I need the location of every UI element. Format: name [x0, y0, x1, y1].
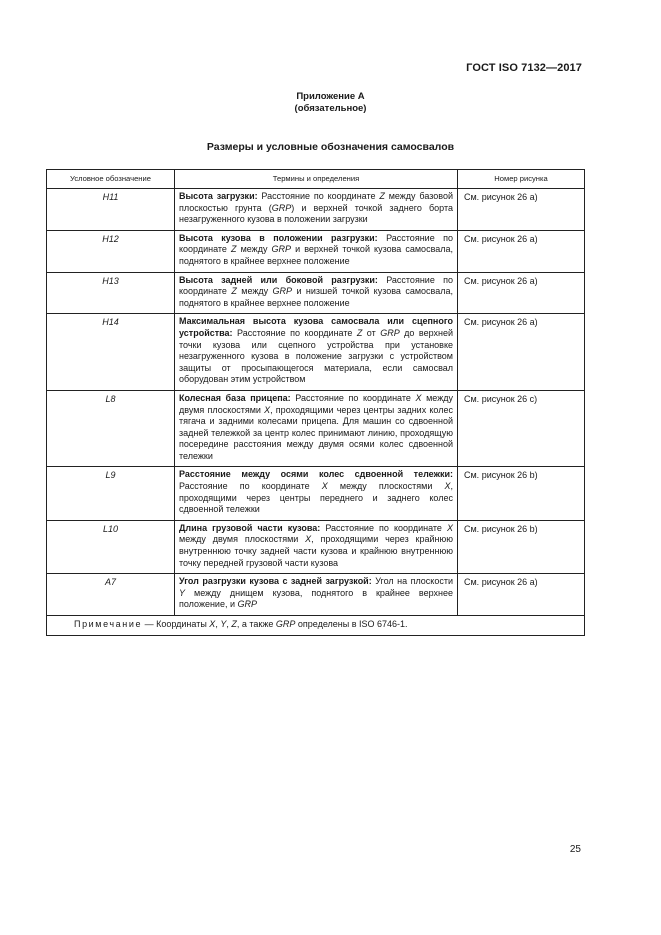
definition-cell [175, 272, 458, 314]
symbol-cell: A7 [47, 574, 175, 616]
term-definition: Расстояние по координате Z от GRP до верхней точки кузова или сцепного устройства при установке незагруженного кузова в положение загрузки с устройством защиты от просыпающегося материала, если самосвал оборудован этим устройством [179, 327, 453, 385]
definition-cell [175, 390, 458, 467]
term-name: Длина грузовой части кузова: [179, 522, 321, 533]
column-header-figure: Номер рисунка [458, 170, 585, 189]
figure-cell: См. рисунок 26 b) [458, 520, 585, 573]
definition-cell [175, 230, 458, 272]
figure-cell: См. рисунок 26 а) [458, 272, 585, 314]
figure-cell: См. рисунок 26 а) [458, 314, 585, 391]
term-definition: Расстояние по координате X между двумя плоскостями X, проходящими через крайнюю внутреннюю точку задней части кузова и крайнюю внутреннюю точку передней грузовой части кузова [179, 522, 453, 568]
term-definition: Расстояние по координате X между плоскостями X, проходящими через центры переднего и заднего колес сдвоенной тележки [179, 481, 453, 515]
figure-cell: См. рисунок 26 а) [458, 230, 585, 272]
column-header-terms: Термины и определения [175, 170, 458, 189]
definition-cell [175, 467, 458, 520]
note-label: Примечание [74, 619, 143, 629]
table-row [47, 467, 585, 520]
appendix-label: Приложение А [296, 91, 365, 102]
column-header-symbol: Условное обозначение [47, 170, 175, 189]
symbol-cell: L9 [47, 467, 175, 520]
symbol-cell: H14 [47, 314, 175, 391]
table-row [47, 314, 585, 391]
term-name: Высота загрузки: [179, 191, 258, 201]
appendix-status: (обязательное) [294, 103, 367, 114]
term-name: Колесная база прицепа: [179, 392, 291, 403]
standard-code: ГОСТ ISO 7132—2017 [466, 62, 582, 74]
symbol-cell: H12 [47, 230, 175, 272]
term-name: Угол разгрузки кузова с задней загрузкой: [179, 576, 372, 587]
table-header-row [47, 170, 585, 189]
term-definition: Расстояние по координате X между двумя плоскостями X, проходящими через центры задних колес тягача и задними колесами прицепа. Для машин со сдвоенной задней тележкой за центр колес принимают линию, проходящую посередине расстояния между двумя осями колес сдвоенной тележки [179, 392, 453, 461]
figure-cell: См. рисунок 26 а) [458, 574, 585, 616]
definition-cell [175, 314, 458, 391]
figure-cell: См. рисунок 26 а) [458, 189, 585, 231]
table-row [47, 230, 585, 272]
term-name: Максимальная высота кузова самосвала или сцепного устройства: [179, 316, 453, 338]
table-note-row [47, 616, 585, 636]
term-name: Расстояние между осями колес сдвоенной тележки: [179, 469, 453, 480]
table-row [47, 574, 585, 616]
table-row [47, 272, 585, 314]
term-definition: Расстояние по координате Z между базовой плоскостью грунта (GRP) и верхней точкой заднего борта незагруженного кузова в положении загрузки [179, 191, 453, 225]
page-number: 25 [569, 844, 581, 855]
note-text: — Координаты X, Y, Z, а также GRP определены в ISO 6746-1. [142, 619, 408, 629]
term-name: Высота задней или боковой разгрузки: [179, 274, 378, 285]
definition-cell [175, 520, 458, 573]
symbol-cell: L10 [47, 520, 175, 573]
figure-cell: См. рисунок 26 с) [458, 390, 585, 467]
term-definition: Расстояние по координате Z между GRP и верхней точкой кузова самосвала, поднятого в крайнее верхнее положение [179, 232, 454, 266]
figure-cell: См. рисунок 26 b) [458, 467, 585, 520]
term-definition: Расстояние по координате Z между GRP и низшей точкой кузова самосвала, поднятого в крайнее верхнее положение [179, 274, 453, 308]
term-name: Высота кузова в положении разгрузки: [179, 232, 378, 243]
symbols-table [46, 169, 585, 636]
definition-cell [175, 189, 458, 231]
term-definition: Угол на плоскости Y между днищем кузова, поднятого в крайнее верхнее положение, и GRP [179, 576, 453, 610]
symbol-cell: H11 [47, 189, 175, 231]
appendix-heading [0, 91, 661, 115]
table-row [47, 520, 585, 573]
table-row [47, 390, 585, 467]
table-row [47, 189, 585, 231]
table-note [47, 616, 585, 636]
definition-cell [175, 574, 458, 616]
symbol-cell: H13 [47, 272, 175, 314]
document-title: Размеры и условные обозначения самосвалов [206, 141, 455, 153]
symbol-cell: L8 [47, 390, 175, 467]
